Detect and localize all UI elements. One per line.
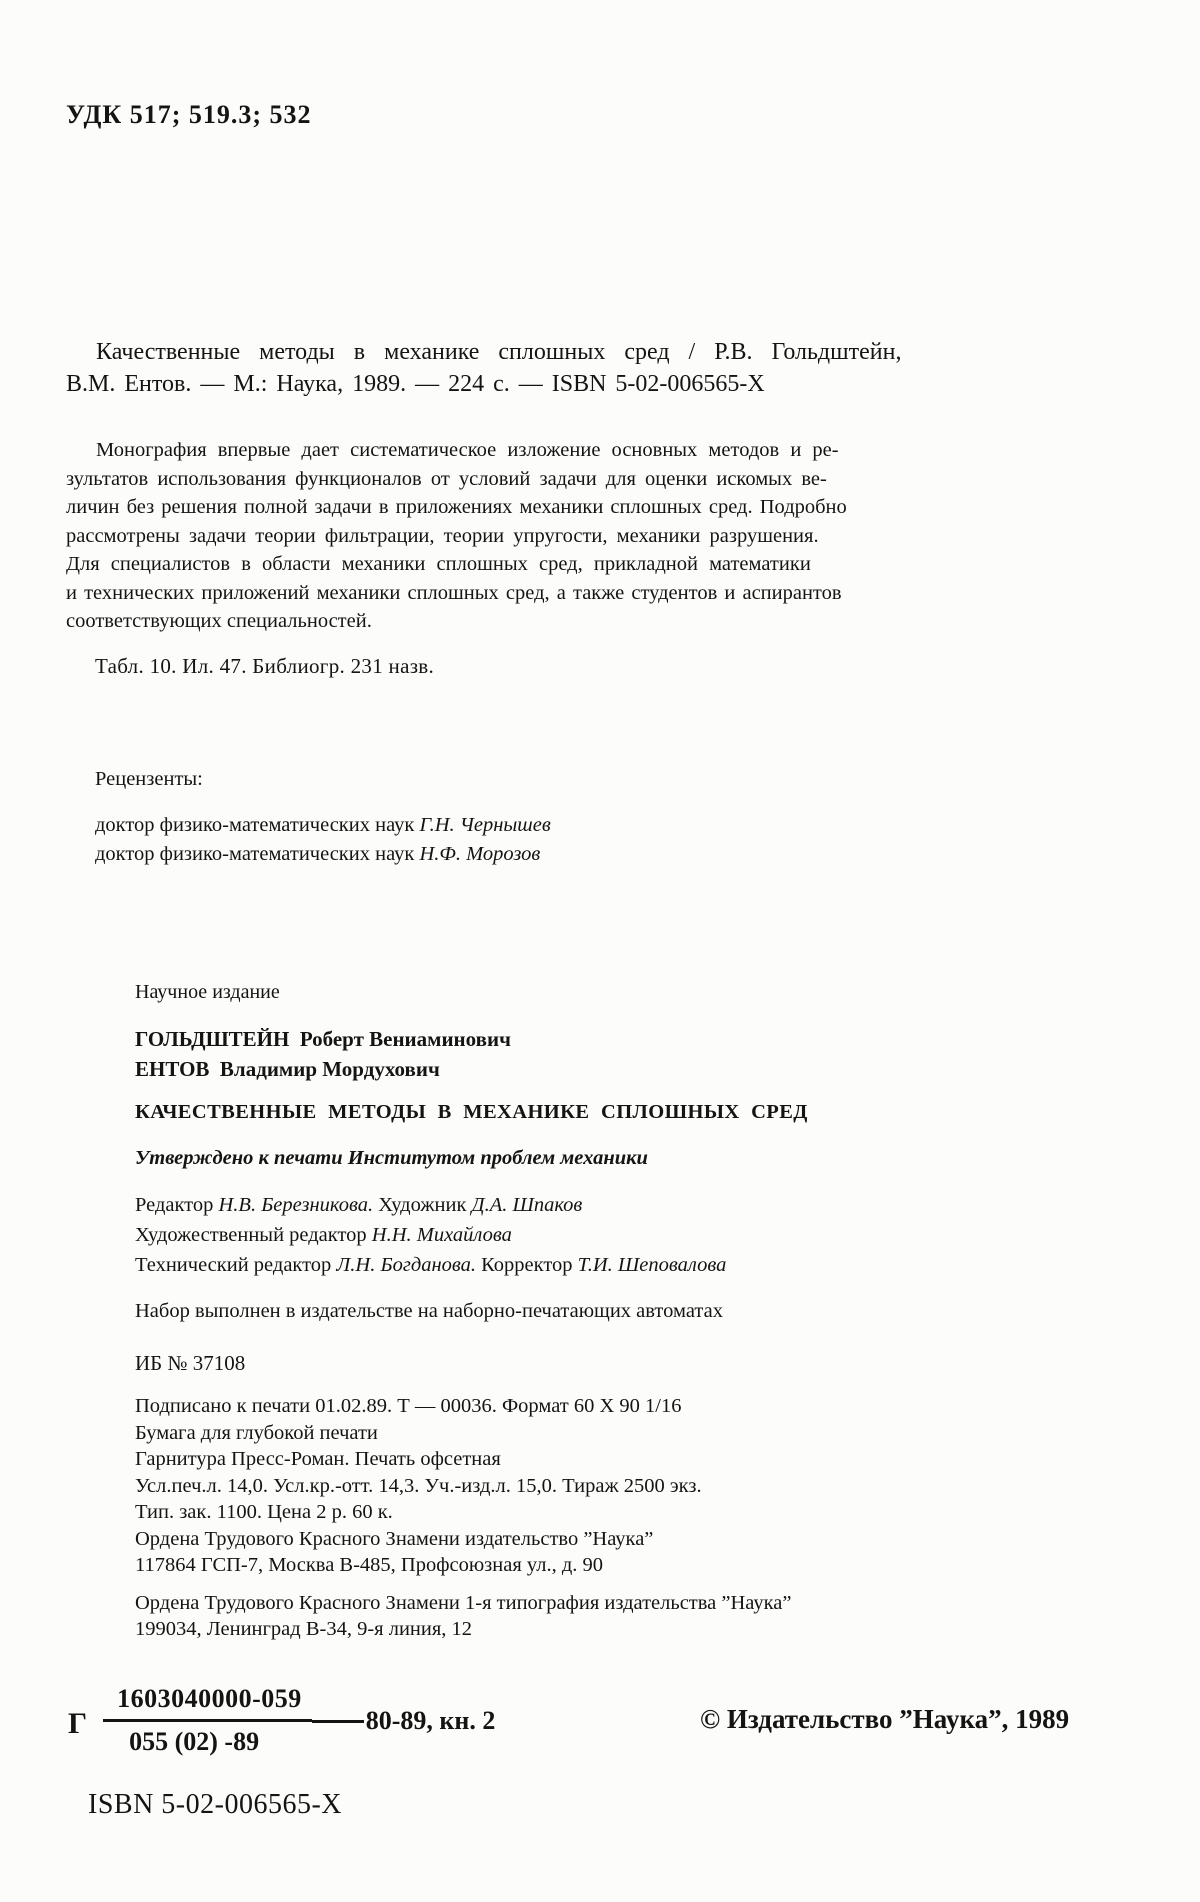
reviewer-entry (95, 843, 540, 866)
approval-line: Утверждено к печати Институтом проблем механики (135, 1147, 648, 1169)
abstract-line: Монография впервые дает систематическое изложение основных методов и ре- (96, 439, 839, 461)
fraction-bar-extension (312, 1720, 364, 1723)
author-given-names: Роберт Вениаминович (299, 1027, 511, 1051)
reviewer-name: Н.Ф. Морозов (419, 843, 541, 865)
abstract-paragraph (66, 436, 1156, 550)
publisher-line: 117864 ГСП-7, Москва В-485, Профсоюзная ул., д. 90 (135, 1554, 604, 1576)
credit-name: Д.А. Шпаков (471, 1194, 583, 1216)
catalog-index-code (68, 1684, 495, 1757)
print-info-line: Усл.печ.л. 14,0. Усл.кр.-отт. 14,3. Уч.-изд.л. 15,0. Тираж 2500 экз. (135, 1474, 702, 1497)
udc-line: УДК 517; 519.3; 532 (66, 100, 312, 129)
credit-label: Художник (378, 1194, 467, 1216)
publisher-address-block (135, 1526, 653, 1578)
author-given-names: Владимир Мордухович (219, 1057, 440, 1081)
catalog-letter: Г (68, 1706, 88, 1740)
typography-line: Ордена Трудового Красного Знамени 1-я типография издательства ”Наука” (135, 1592, 792, 1614)
credit-name: Т.И. Шеповалова (577, 1254, 727, 1276)
typography-line: 199034, Ленинград В-34, 9-я линия, 12 (135, 1618, 473, 1640)
print-info-line: Бумага для глубокой печати (135, 1421, 378, 1444)
credit-name: Н.В. Березникова. (218, 1194, 374, 1216)
tech-editor-line (135, 1250, 726, 1280)
ib-number: ИБ № 37108 (135, 1351, 246, 1375)
audience-paragraph (66, 550, 1156, 636)
reviewers-heading: Рецензенты: (95, 768, 203, 790)
biblio-line: Качественные методы в механике сплошных сред / Р.В. Гольдштейн, (96, 339, 902, 365)
credit-label: Художественный редактор (135, 1224, 367, 1246)
catalog-fraction (103, 1684, 312, 1757)
credit-label: Корректор (481, 1254, 573, 1276)
biblio-line: В.М. Ентов. — М.: Наука, 1989. — 224 с. — ISBN 5-02-006565-X (66, 371, 765, 397)
author-line (135, 1027, 511, 1052)
author-line (135, 1057, 440, 1082)
abstract-line: зультатов использования функционалов от условий задачи для оценки искомых ве- (66, 467, 827, 490)
typography-address-block (135, 1590, 791, 1642)
publisher-line: Ордена Трудового Красного Знамени издательство ”Наука” (135, 1528, 654, 1550)
author-surname: ГОЛЬДШТЕЙН (135, 1027, 290, 1051)
catalog-denominator: 055 (02) -89 (129, 1727, 260, 1756)
book-title: КАЧЕСТВЕННЫЕ МЕТОДЫ В МЕХАНИКЕ СПЛОШНЫХ СРЕД (135, 1101, 808, 1123)
reviewer-degree: доктор физико-математических наук (95, 814, 415, 836)
editorial-credits (135, 1190, 726, 1280)
credit-label: Технический редактор (135, 1254, 332, 1276)
print-info-line: Тип. зак. 1100. Цена 2 р. 60 к. (135, 1501, 393, 1524)
author-surname: ЕНТОВ (135, 1057, 210, 1081)
abstract-line: личин без решения полной задачи в приложениях механики сплошных сред. Подробно (66, 496, 847, 518)
audience-line: соответствующих специальностей. (66, 610, 372, 632)
print-info-block (135, 1393, 702, 1526)
reviewer-name: Г.Н. Чернышев (419, 814, 551, 836)
print-info-line: Подписано к печати 01.02.89. Т — 00036. Формат 60 X 90 1/16 (135, 1395, 682, 1417)
edition-type-label: Научное издание (135, 981, 280, 1003)
isbn-line: ISBN 5-02-006565-X (88, 1789, 342, 1820)
reviewer-entry (95, 814, 551, 837)
abstract-line: рассмотрены задачи теории фильтрации, теории упругости, механики разрушения. (66, 524, 819, 547)
copyright-line: © Издательство ”Наука”, 1989 (700, 1704, 1070, 1734)
credit-name: Л.Н. Богданова. (336, 1254, 476, 1276)
catalog-numerator: 1603040000-059 (117, 1684, 302, 1713)
editor-line (135, 1190, 726, 1220)
audience-line: Для специалистов в области механики сплошных сред, прикладной математики (66, 553, 811, 575)
credit-label: Редактор (135, 1194, 214, 1216)
catalog-suffix: 80-89, кн. 2 (365, 1706, 496, 1735)
credit-name: Н.Н. Михайлова (371, 1224, 512, 1246)
bibliographic-entry (66, 336, 1151, 400)
stats-line: Табл. 10. Ил. 47. Библиогр. 231 назв. (95, 654, 435, 678)
audience-line: и технических приложений механики сплошных сред, а также студентов и аспирантов (66, 581, 842, 604)
typeset-note: Набор выполнен в издательстве на наборно-печатающих автоматах (135, 1300, 723, 1322)
reviewer-degree: доктор физико-математических наук (95, 843, 415, 865)
art-editor-line (135, 1220, 726, 1250)
print-info-line: Гарнитура Пресс-Роман. Печать офсетная (135, 1448, 501, 1471)
